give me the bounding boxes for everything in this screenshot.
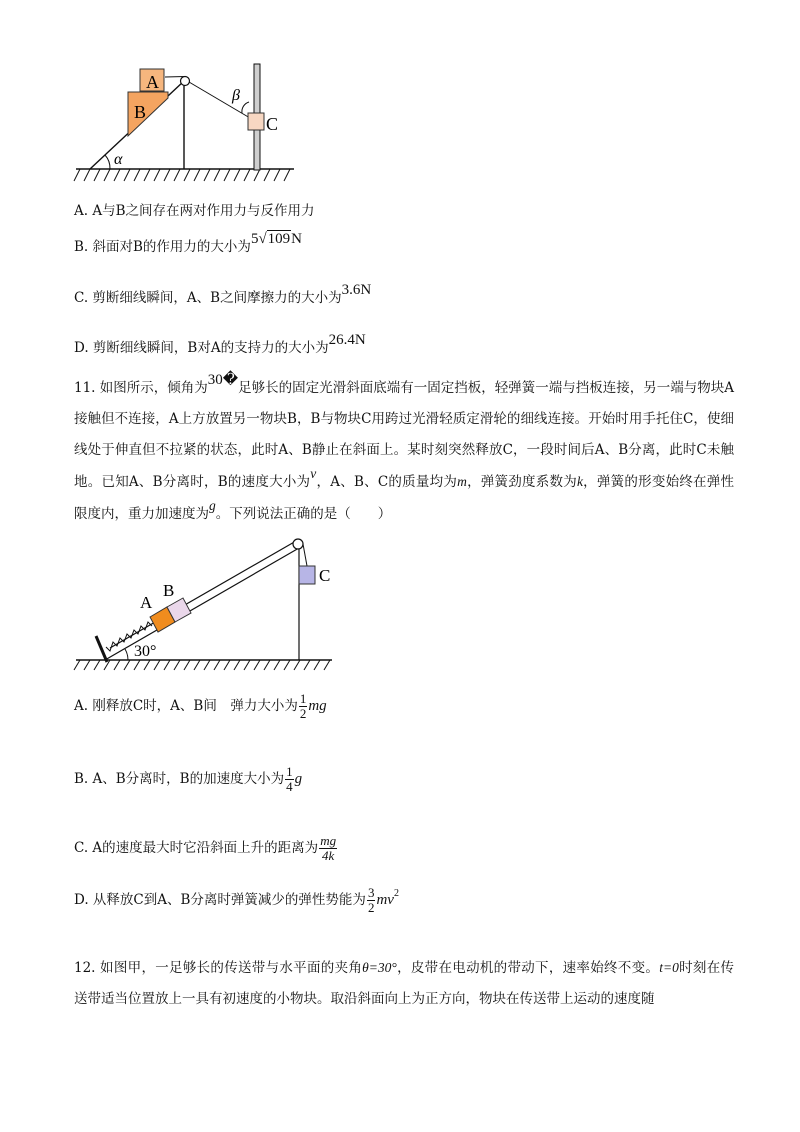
q11-option-d: D. 从释放C到A、B分离时弹簧减少的弹性势能为 $\frac{3}{2}$ $mv^2$ (74, 885, 399, 915)
fig2-label-b: B (163, 581, 175, 600)
q11-option-c: C. A的速度最大时它沿斜面上升的距离为 $\frac{mg}{4k}$ (74, 833, 337, 863)
fig1-label-b: B (134, 102, 147, 122)
q10-option-c: C. 剪断细线瞬间，A、B之间摩擦力的大小为3.6N (74, 282, 372, 306)
q11-stem: 11. 如图所示，倾角为30�足够长的固定光滑斜面底端有一固定挡板，轻弹簧一端与挡板连接，另一端与物块A接触但不连接，A上方放置另一物块B，B与物块C用跨过光滑轻质定滑轮的细线连接。开始时用手托住C，使细线处于伸直但不拉紧的状态，此时A、B静止在斜面上。某时刻突然释放C，一段时间后A、B分离，此时C未触地。已知A、B分离时，B的速度大小为v，A、B、C的质量均为m，弹簧劲度系数为k，弹簧的形变始终在弹性限度内，重力加速度为g。下列说法正确的是（ ） (74, 372, 735, 522)
fig2-label-a: A (140, 593, 153, 612)
q11-option-a: A. 刚释放C时，A、B间 弹力大小为 $\frac{1}{2}$ mg (74, 691, 327, 721)
fig1-label-a: A (146, 72, 159, 92)
fig1-label-alpha: α (114, 151, 123, 168)
q12-stem: 12. 如图甲，一足够长的传送带与水平面的夹角θ=30°，皮带在电动机的带动下，速率始终不变。t=0时刻在传送带适当位置放上一具有初速度的小物块。取沿斜面向上为正方向，物块在传送带上运动的速度随 (74, 960, 735, 1007)
q10-option-b: B. 斜面对B的作用力的大小为5√109N (74, 231, 303, 255)
fig1-label-beta: β (232, 87, 240, 104)
fig2-label-c: C (319, 566, 331, 585)
q11-option-b: B. A、B分离时，B的加速度大小为 $\frac{1}{4}$ g (74, 764, 303, 794)
q10-option-a: A. A与B之间存在两对作用力与反作用力 (74, 203, 315, 219)
figure-incline-abc (70, 60, 300, 185)
fig1-label-c: C (266, 114, 279, 134)
figure-spring-incline (70, 528, 340, 673)
fig2-angle: 30° (134, 643, 157, 660)
q10-option-d: D. 剪断细线瞬间，B对A的支持力的大小为26.4N (74, 332, 366, 356)
